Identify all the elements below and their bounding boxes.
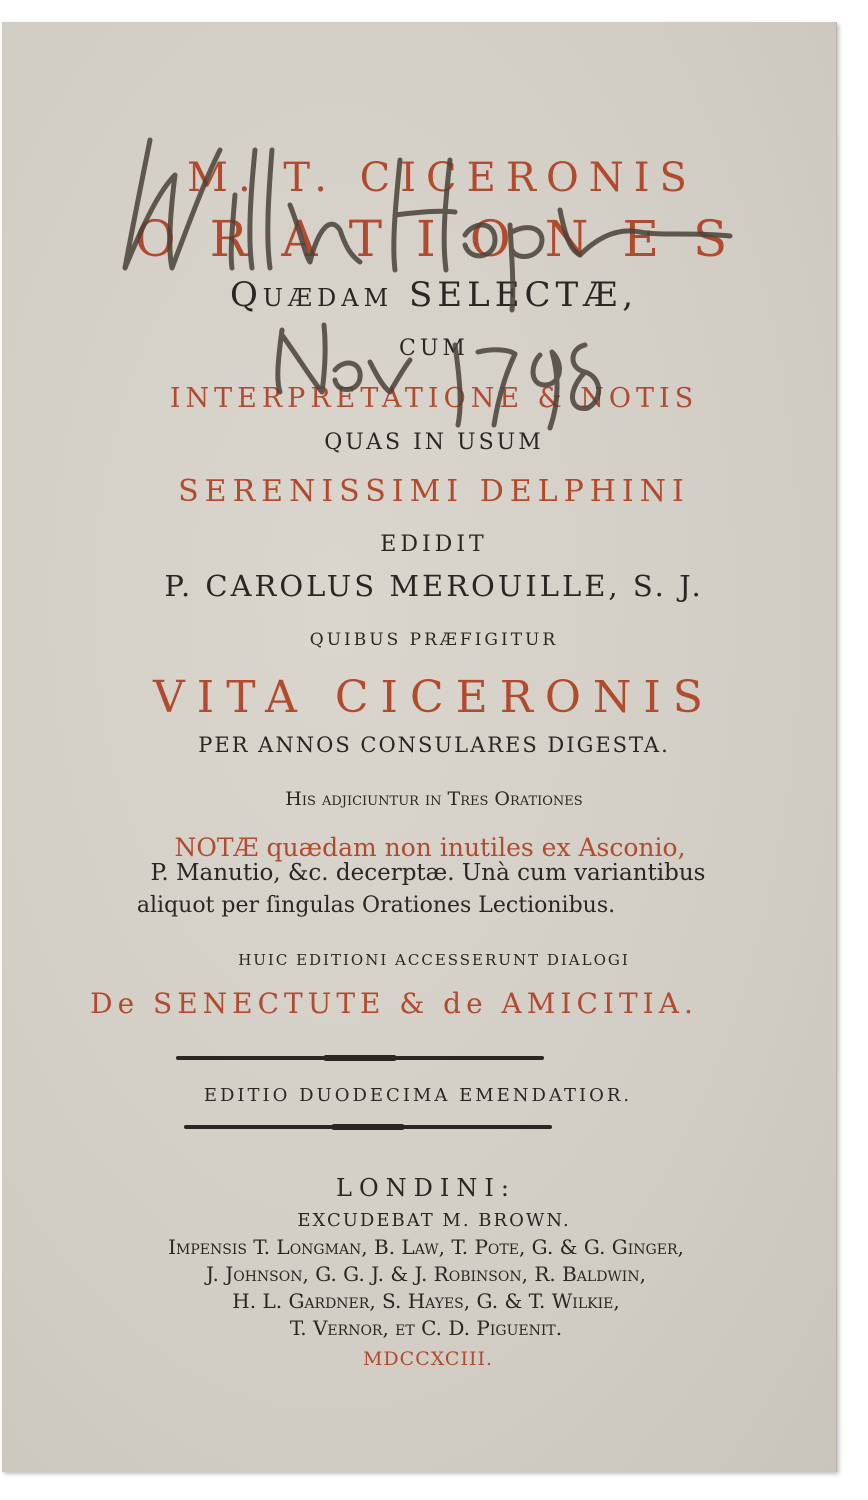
delphini-line: SERENISSIMI DELPHINI	[178, 474, 690, 509]
signature-date-stroke	[278, 325, 325, 392]
signature-name-stroke-7	[560, 210, 730, 255]
author-line: M. T. CICERONIS	[187, 155, 697, 201]
signature-date-stroke-5	[478, 350, 515, 425]
londini-line: LONDINI:	[336, 1174, 516, 1202]
excudebat-line: EXCUDEBAT M. BROWN.	[297, 1210, 571, 1231]
year-line: MDCCXCIII.	[362, 1348, 494, 1370]
signature-date-stroke-2	[335, 363, 360, 390]
de-senectute-line: De SENECTUTE & de AMICITIA.	[90, 987, 698, 1020]
editio-line: EDITIO DUODECIMA EMENDATIOR.	[203, 1085, 633, 1106]
signature-name-stroke-4	[394, 160, 455, 270]
signature-name-stroke-2	[231, 150, 272, 268]
per-annos-line: PER ANNOS CONSULARES DIGESTA.	[198, 733, 670, 757]
impensis-line-3: H. L. Gardner, S. Hayes, G. & T. Wilkie,	[232, 1289, 620, 1313]
his-adjiciuntur-line: His adjiciuntur in Tres Orationes	[285, 788, 583, 810]
editor-line: P. CAROLUS MEROUILLE, S. J.	[164, 569, 704, 603]
signature-name-stroke	[125, 140, 220, 268]
signature-date-stroke-7	[573, 345, 599, 409]
impensis-line-1: Impensis T. Longman, B. Law, T. Pote, G. & G. Ginger,	[168, 1235, 684, 1259]
title-line: ORATIONES	[134, 210, 762, 268]
cum-line: CUM	[399, 336, 469, 361]
edidit-line: EDIDIT	[380, 532, 488, 557]
interpretatione-line: INTERPRETATIONE & NOTIS	[169, 383, 699, 414]
signature-name-stroke-5	[465, 225, 495, 256]
subtitle-line: Quædam SELECTÆ,	[229, 275, 639, 315]
impensis-line-4: T. Vernor, et C. D. Piguenit.	[289, 1316, 563, 1340]
impensis-line-2: J. Johnson, G. G. J. & J. Robinson, R. Baldwin,	[206, 1262, 646, 1286]
signature-date-stroke-4	[455, 345, 460, 425]
signature-name-stroke-6	[510, 225, 542, 310]
quas-line: QUAS IN USUM	[324, 430, 544, 455]
signature-date-stroke-3	[370, 360, 410, 392]
signature-name-stroke-3	[290, 205, 360, 262]
quibus-line: QUIBUS PRÆFIGITUR	[309, 630, 559, 650]
huic-line: HUIC EDITIONI ACCESSERUNT DIALOGI	[238, 951, 630, 969]
notae-line-2: P. Manutio, &c. decerptæ. Unà cum variantibus	[150, 860, 706, 886]
vita-line: VITA CICERONIS	[153, 672, 715, 723]
notae-line-3: aliquot per ſingulas Orationes Lectionibus.	[136, 893, 616, 918]
signature-date-stroke-6	[533, 352, 559, 428]
notae-line-1: NOTÆ quædam non inutiles ex Asconio,	[174, 833, 686, 862]
